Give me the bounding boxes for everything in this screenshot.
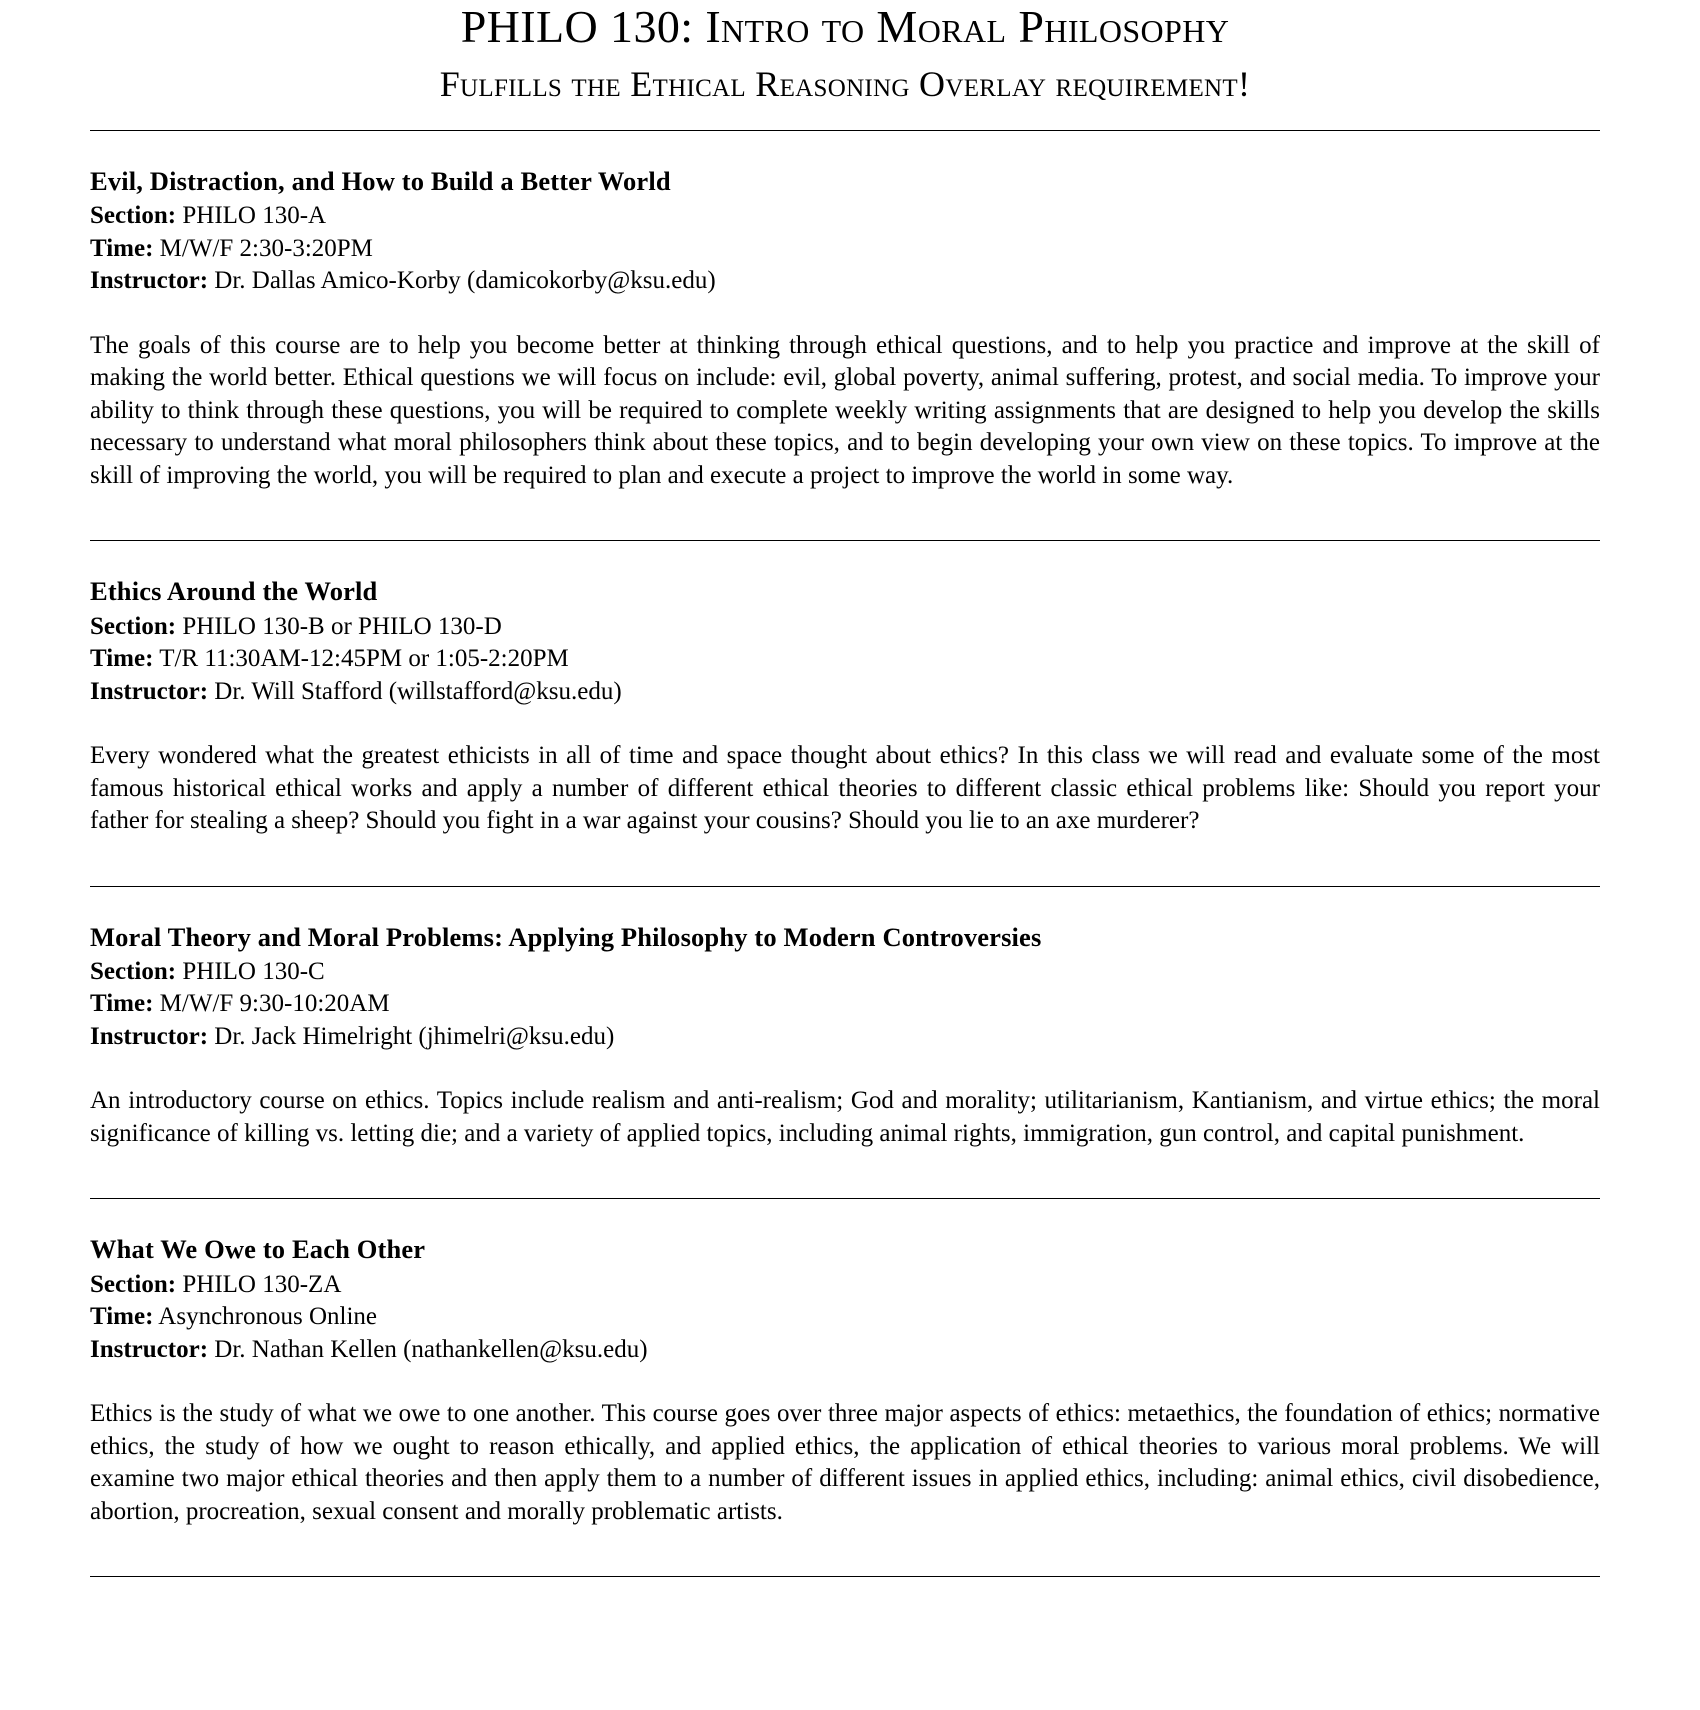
course-title: Evil, Distraction, and How to Build a Better World [90, 165, 671, 196]
course-title: Ethics Around the World [90, 576, 378, 607]
page-subtitle-text: ulfills the Ethical Reasoning Overlay requirement! [460, 63, 1251, 104]
course-instructor-line [90, 265, 1600, 298]
time-value: Asynchronous Online [158, 1303, 378, 1331]
instructor-label: Instructor: [90, 1022, 209, 1050]
time-label: Time: [90, 990, 154, 1018]
time-value: T/R 11:30AM-12:45PM or 1:05-2:20PM [159, 645, 569, 673]
page-title-course-name: Intro to Moral Philosophy [705, 1, 1230, 52]
instructor-value: Dr. Will Stafford (willstafford@ksu.edu) [214, 677, 622, 705]
course-time-line [90, 643, 1600, 676]
instructor-value: Dr. Dallas Amico-Korby (damicokorby@ksu.edu) [214, 267, 716, 295]
course-section-line [90, 956, 1600, 989]
document-header [90, 0, 1600, 104]
section-value: PHILO 130-C [182, 957, 325, 985]
course-time-line [90, 988, 1600, 1021]
course-instructor-line [90, 676, 1600, 709]
course-time-line [90, 233, 1600, 266]
course-body [90, 165, 1600, 518]
time-label: Time: [90, 1303, 154, 1331]
instructor-label: Instructor: [90, 677, 209, 705]
course-section-line [90, 611, 1600, 644]
section-label: Section: [90, 202, 177, 230]
course-body [90, 1233, 1600, 1554]
course-body [90, 921, 1600, 1177]
section-value: PHILO 130-A [182, 202, 327, 230]
instructor-value: Dr. Nathan Kellen (nathankellen@ksu.edu) [214, 1335, 648, 1363]
course-instructor-line [90, 1021, 1600, 1054]
course-description: Ethics is the study of what we owe to one another. This course goes over three major aspects of ethics: metaethics, the foundation of ethics; normative ethics, the study of how we ought to reason ethically, and applied ethics, the application of ethical theories to various moral problems. We will examine two major ethical theories and then apply them to a number of different issues in applied ethics, including: animal ethics, civil disobedience, abortion, procreation, sexual consent and morally problematic artists. [90, 1400, 1600, 1525]
instructor-label: Instructor: [90, 1335, 209, 1363]
course-title: What We Owe to Each Other [90, 1234, 426, 1265]
section-label: Section: [90, 957, 177, 985]
course-entry [90, 131, 1600, 518]
section-value: PHILO 130-B or PHILO 130-D [182, 612, 502, 640]
page-title [90, 2, 1600, 52]
course-entry [90, 887, 1600, 1177]
course-section-line [90, 1269, 1600, 1302]
course-description: An introductory course on ethics. Topics include realism and anti-realism; God and morality; utilitarianism, Kantianism, and virtue ethics; the moral significance of killing vs. letting die; and a variety of applied topics, including animal rights, immigration, gun control, and capital punishment. [90, 1087, 1600, 1147]
divider-course-4 [90, 1576, 1600, 1577]
course-instructor-line [90, 1334, 1600, 1367]
course-body [90, 575, 1600, 863]
page-subtitle [90, 64, 1600, 104]
course-entry [90, 1199, 1600, 1554]
page-subtitle-initial: F [439, 63, 461, 104]
instructor-value: Dr. Jack Himelright (jhimelri@ksu.edu) [214, 1022, 615, 1050]
course-description: Every wondered what the greatest ethicists in all of time and space thought about ethics? In this class we will read and evaluate some of the most famous historical ethical works and apply a number of different ethical theories to different classic ethical problems like: Should you report your father for stealing a sheep? Should you fight in a war against your cousins? Should you lie to an axe murderer? [90, 742, 1600, 835]
course-entry [90, 541, 1600, 863]
page-title-course-code: PHILO 130: [460, 1, 706, 52]
time-label: Time: [90, 645, 154, 673]
time-value: M/W/F 9:30-10:20AM [159, 990, 390, 1018]
time-value: M/W/F 2:30-3:20PM [159, 234, 373, 262]
course-time-line [90, 1301, 1600, 1334]
section-label: Section: [90, 1270, 177, 1298]
course-title: Moral Theory and Moral Problems: Applying Philosophy to Modern Controversies [90, 921, 1042, 952]
section-value: PHILO 130-ZA [182, 1270, 342, 1298]
time-label: Time: [90, 234, 154, 262]
course-section-line [90, 200, 1600, 233]
instructor-label: Instructor: [90, 267, 209, 295]
course-description: The goals of this course are to help you become better at thinking through ethical questions, and to help you practice and improve at the skill of making the world better. Ethical questions we will focus on include: evil, global poverty, animal suffering, protest, and social media. To improve your ability to think through these questions, you will be required to complete weekly writing assignments that are designed to help you develop the skills necessary to understand what moral philosophers think about these topics, and to begin developing your own view on these topics. To improve at the skill of improving the world, you will be required to plan and execute a project to improve the world in some way. [90, 331, 1600, 489]
section-label: Section: [90, 612, 177, 640]
